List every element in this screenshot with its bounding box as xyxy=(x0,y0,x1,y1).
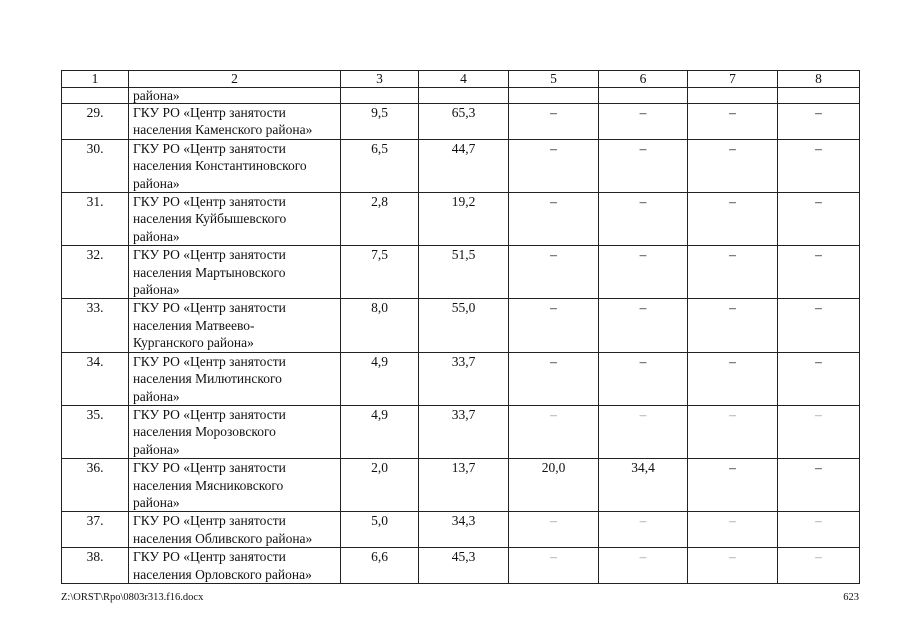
table-row xyxy=(62,104,860,140)
organization-name-line: населения Мартыновского xyxy=(133,264,286,280)
header-cell-4: 4 xyxy=(419,71,509,88)
value-col-6: – xyxy=(599,193,688,246)
value-col-8: – xyxy=(778,352,860,405)
value-col-7: – xyxy=(688,193,778,246)
continuation-name: района» xyxy=(129,88,341,104)
table-row xyxy=(62,352,860,405)
continuation-num xyxy=(62,88,129,104)
organization-name-line: района» xyxy=(133,388,180,404)
table-row xyxy=(62,246,860,299)
row-number: 31. xyxy=(62,193,129,246)
value-col-5: – xyxy=(509,139,599,192)
value-col-7: – xyxy=(688,352,778,405)
header-cell-3: 3 xyxy=(341,71,419,88)
organization-name-line: населения Орловского района» xyxy=(133,566,312,582)
value-col-8: – xyxy=(778,405,860,458)
organization-name xyxy=(129,459,341,512)
row-number: 37. xyxy=(62,512,129,548)
value-col-7: – xyxy=(688,299,778,352)
value-col-6: – xyxy=(599,246,688,299)
organization-name xyxy=(129,405,341,458)
value-col-4: 55,0 xyxy=(419,299,509,352)
organization-name-line: ГКУ РО «Центр занятости xyxy=(133,140,286,156)
value-col-5: – xyxy=(509,548,599,584)
value-col-7: – xyxy=(688,459,778,512)
value-col-4: 51,5 xyxy=(419,246,509,299)
value-col-8: – xyxy=(778,512,860,548)
value-col-6: 34,4 xyxy=(599,459,688,512)
row-number: 32. xyxy=(62,246,129,299)
value-col-7: – xyxy=(688,139,778,192)
document-path: Z:\ORST\Rpo\0803r313.f16.docx xyxy=(61,592,204,603)
row-number: 38. xyxy=(62,548,129,584)
header-cell-7: 7 xyxy=(688,71,778,88)
organization-name-line: населения Мясниковского xyxy=(133,477,284,493)
table-row xyxy=(62,193,860,246)
value-col-5: – xyxy=(509,104,599,140)
organization-name-line: ГКУ РО «Центр занятости xyxy=(133,549,286,565)
organization-name-line: района» xyxy=(133,175,180,191)
value-col-4: 45,3 xyxy=(419,548,509,584)
organization-name xyxy=(129,299,341,352)
header-cell-6: 6 xyxy=(599,71,688,88)
organization-name xyxy=(129,139,341,192)
row-number: 29. xyxy=(62,104,129,140)
value-col-4: 33,7 xyxy=(419,352,509,405)
organization-name xyxy=(129,352,341,405)
value-col-3: 2,8 xyxy=(341,193,419,246)
organization-name xyxy=(129,512,341,548)
value-col-8: – xyxy=(778,246,860,299)
value-col-3: 4,9 xyxy=(341,405,419,458)
value-col-5: – xyxy=(509,352,599,405)
value-col-6: – xyxy=(599,299,688,352)
table-row xyxy=(62,405,860,458)
value-col-4: 33,7 xyxy=(419,405,509,458)
continuation-cell xyxy=(509,88,599,104)
value-col-6: – xyxy=(599,512,688,548)
organization-name-line: населения Милютинского xyxy=(133,371,282,387)
value-col-5: 20,0 xyxy=(509,459,599,512)
organization-name-line: населения Каменского района» xyxy=(133,122,313,138)
value-col-4: 19,2 xyxy=(419,193,509,246)
organization-name-line: населения Матвеево- xyxy=(133,317,255,333)
value-col-6: – xyxy=(599,352,688,405)
organization-name-line: населения Морозовского xyxy=(133,424,276,440)
value-col-8: – xyxy=(778,548,860,584)
value-col-7: – xyxy=(688,512,778,548)
organization-name xyxy=(129,193,341,246)
table-body xyxy=(62,88,860,584)
value-col-8: – xyxy=(778,193,860,246)
organization-name-line: района» xyxy=(133,228,180,244)
value-col-5: – xyxy=(509,299,599,352)
value-col-6: – xyxy=(599,139,688,192)
header-cell-2: 2 xyxy=(129,71,341,88)
continuation-cell xyxy=(341,88,419,104)
header-cell-8: 8 xyxy=(778,71,860,88)
organization-name-line: ГКУ РО «Центр занятости xyxy=(133,353,286,369)
value-col-5: – xyxy=(509,246,599,299)
organization-name xyxy=(129,548,341,584)
row-number: 36. xyxy=(62,459,129,512)
continuation-cell xyxy=(688,88,778,104)
value-col-8: – xyxy=(778,104,860,140)
value-col-3: 6,5 xyxy=(341,139,419,192)
table-row xyxy=(62,299,860,352)
organization-name-line: ГКУ РО «Центр занятости xyxy=(133,460,286,476)
data-table xyxy=(61,70,860,584)
value-col-6: – xyxy=(599,405,688,458)
continuation-cell xyxy=(778,88,860,104)
organization-name-line: ГКУ РО «Центр занятости xyxy=(133,247,286,263)
table-row xyxy=(62,512,860,548)
continuation-row xyxy=(62,88,860,104)
value-col-3: 6,6 xyxy=(341,548,419,584)
continuation-cell xyxy=(419,88,509,104)
table-row xyxy=(62,139,860,192)
header-cell-5: 5 xyxy=(509,71,599,88)
value-col-5: – xyxy=(509,512,599,548)
value-col-4: 13,7 xyxy=(419,459,509,512)
organization-name-line: ГКУ РО «Центр занятости xyxy=(133,406,286,422)
table-row xyxy=(62,459,860,512)
organization-name-line: населения Обливского района» xyxy=(133,530,313,546)
organization-name xyxy=(129,104,341,140)
value-col-8: – xyxy=(778,139,860,192)
organization-name-line: населения Куйбышевского xyxy=(133,211,287,227)
value-col-7: – xyxy=(688,104,778,140)
value-col-4: 34,3 xyxy=(419,512,509,548)
organization-name-line: ГКУ РО «Центр занятости xyxy=(133,194,286,210)
value-col-7: – xyxy=(688,548,778,584)
row-number: 35. xyxy=(62,405,129,458)
organization-name-line: района» xyxy=(133,282,180,298)
header-cell-1: 1 xyxy=(62,71,129,88)
value-col-3: 7,5 xyxy=(341,246,419,299)
value-col-4: 44,7 xyxy=(419,139,509,192)
row-number: 33. xyxy=(62,299,129,352)
organization-name-line: района» xyxy=(133,494,180,510)
table-row xyxy=(62,548,860,584)
value-col-7: – xyxy=(688,246,778,299)
value-col-7: – xyxy=(688,405,778,458)
value-col-5: – xyxy=(509,193,599,246)
organization-name-line: Курганского района» xyxy=(133,335,254,351)
organization-name-line: ГКУ РО «Центр занятости xyxy=(133,105,286,120)
value-col-3: 2,0 xyxy=(341,459,419,512)
row-number: 34. xyxy=(62,352,129,405)
organization-name-line: ГКУ РО «Центр занятости xyxy=(133,513,286,529)
page-number: 623 xyxy=(843,592,859,603)
organization-name xyxy=(129,246,341,299)
value-col-3: 5,0 xyxy=(341,512,419,548)
value-col-3: 9,5 xyxy=(341,104,419,140)
organization-name-line: населения Константиновского xyxy=(133,158,307,174)
value-col-5: – xyxy=(509,405,599,458)
row-number: 30. xyxy=(62,139,129,192)
value-col-8: – xyxy=(778,459,860,512)
value-col-4: 65,3 xyxy=(419,104,509,140)
value-col-8: – xyxy=(778,299,860,352)
value-col-6: – xyxy=(599,548,688,584)
organization-name-line: ГКУ РО «Центр занятости xyxy=(133,300,286,316)
continuation-cell xyxy=(599,88,688,104)
value-col-3: 8,0 xyxy=(341,299,419,352)
organization-name-line: района» xyxy=(133,441,180,457)
value-col-3: 4,9 xyxy=(341,352,419,405)
header-row xyxy=(62,71,860,88)
value-col-6: – xyxy=(599,104,688,140)
